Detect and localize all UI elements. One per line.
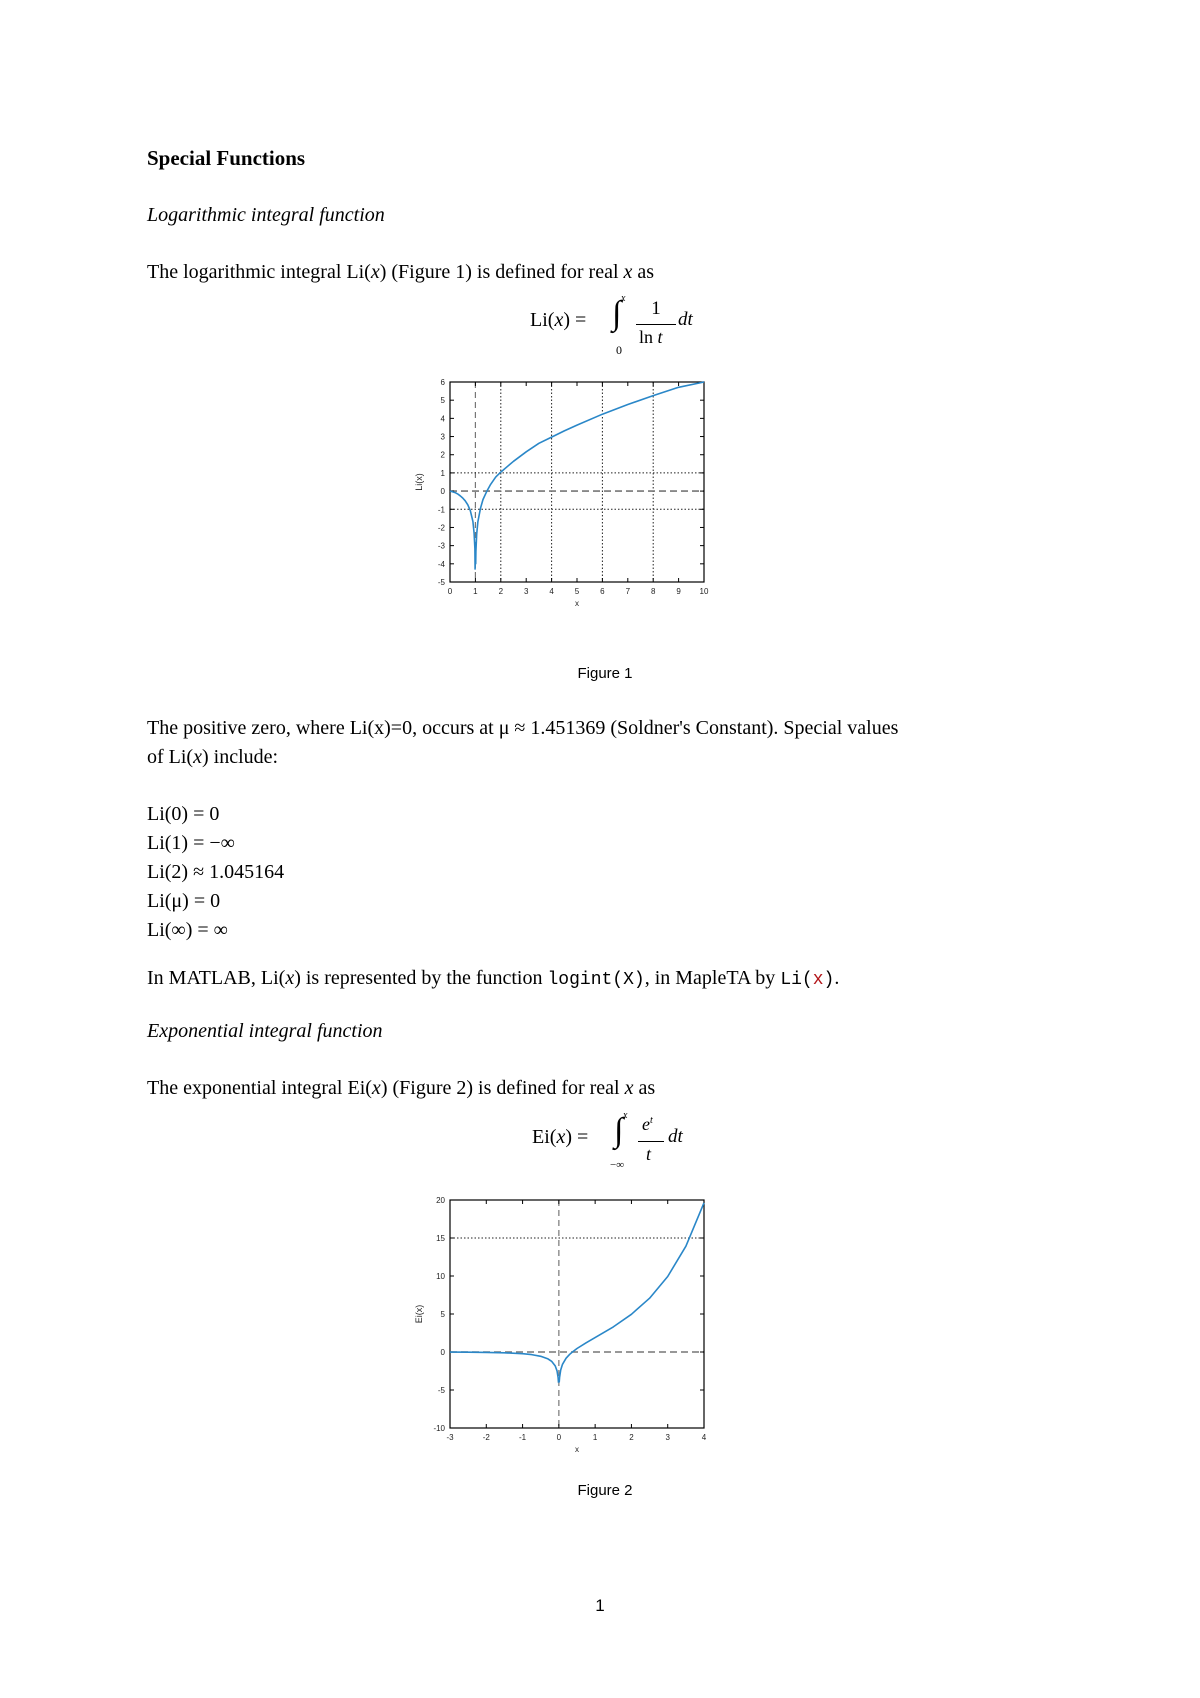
y-tick-label: -5 xyxy=(437,578,445,587)
fraction-denominator xyxy=(639,327,663,348)
text: ) = xyxy=(563,309,587,331)
y-tick-label: 6 xyxy=(440,378,445,387)
plot-frame xyxy=(450,1200,704,1428)
ei-intro-text xyxy=(147,1074,655,1103)
lower-limit: 0 xyxy=(616,343,622,357)
var: x xyxy=(624,1077,634,1099)
x-tick-label: -2 xyxy=(482,1433,490,1442)
var: x xyxy=(370,261,380,283)
code: ) xyxy=(823,970,835,990)
upper-limit: x xyxy=(623,1110,628,1121)
text: The exponential integral Ei( xyxy=(147,1077,372,1099)
text: , in MapleTA by xyxy=(644,967,781,989)
x-tick-label: -3 xyxy=(446,1433,454,1442)
x-tick-label: 7 xyxy=(625,587,631,596)
y-tick-label: 0 xyxy=(440,487,445,497)
y-tick-label: 20 xyxy=(436,1196,445,1205)
text: of Li( xyxy=(147,746,194,768)
x-tick-label: 6 xyxy=(600,587,605,596)
lower-limit: −∞ xyxy=(610,1159,625,1171)
var: t xyxy=(657,327,663,347)
text: The logarithmic integral Li( xyxy=(147,261,371,283)
page-title: Special Functions xyxy=(147,146,306,170)
x-tick-label: 4 xyxy=(701,1433,707,1442)
x-axis-label: x xyxy=(575,599,579,608)
integral-sign: ∫ xyxy=(614,1112,624,1149)
y-tick-label: 0 xyxy=(440,1348,445,1357)
data-series-line xyxy=(450,1352,559,1383)
var: x xyxy=(193,746,202,768)
text: ln xyxy=(639,327,654,347)
x-axis-label: x xyxy=(575,1445,579,1454)
y-tick-label: 3 xyxy=(440,432,445,442)
list-item: Li(μ) = 0 xyxy=(147,890,221,912)
text: e xyxy=(642,1114,650,1134)
y-tick-label: -4 xyxy=(437,559,445,569)
text: ) = xyxy=(565,1126,589,1148)
figure-1-caption: Figure 1 xyxy=(577,665,633,682)
x-tick-label: -1 xyxy=(519,1433,527,1442)
li-zero-text xyxy=(147,714,1077,772)
superscript: t xyxy=(650,1115,653,1126)
x-tick-label: 0 xyxy=(447,587,453,596)
fraction-denominator: t xyxy=(646,1144,652,1164)
y-tick-label: 5 xyxy=(440,396,445,406)
figure-2-caption: Figure 2 xyxy=(577,1482,633,1499)
x-tick-label: 2 xyxy=(629,1433,634,1442)
y-axis-label: Ei(x) xyxy=(414,1304,424,1324)
y-tick-label: 10 xyxy=(436,1272,445,1281)
text: ) (Figure 1) is defined for real xyxy=(379,261,624,283)
var: x xyxy=(556,1126,566,1148)
section-heading-logarithmic: Logarithmic integral function xyxy=(147,204,385,226)
plot-frame xyxy=(450,382,704,582)
x-tick-label: 3 xyxy=(665,1433,670,1442)
y-tick-label: -3 xyxy=(437,541,445,551)
li-equation xyxy=(520,295,700,360)
section-heading-exponential: Exponential integral function xyxy=(147,1020,383,1042)
x-tick-label: 0 xyxy=(556,1433,562,1442)
code-logint: logint(X) xyxy=(547,970,645,990)
y-tick-label: 5 xyxy=(440,1310,445,1319)
fraction-numerator: 1 xyxy=(651,298,661,319)
y-tick-label: -10 xyxy=(433,1424,445,1433)
var: x xyxy=(371,1077,381,1099)
x-tick-label: 1 xyxy=(592,1433,598,1442)
text-line: The positive zero, where Li(x)=0, occurs at μ ≈ 1.451369 (Soldner's Constant). Special values xyxy=(147,717,899,739)
fraction-bar xyxy=(638,1141,664,1142)
x-tick-label: 9 xyxy=(676,587,681,596)
data-series-line xyxy=(450,491,475,569)
list-item: Li(2) ≈ 1.045164 xyxy=(147,861,285,883)
differential: dt xyxy=(668,1126,683,1147)
x-tick-label: 2 xyxy=(498,587,504,596)
y-tick-label: -1 xyxy=(437,505,445,515)
y-axis-label: Li(x) xyxy=(414,473,424,491)
differential: dt xyxy=(678,309,693,330)
text: . xyxy=(834,967,840,989)
x-tick-label: 4 xyxy=(549,587,554,596)
equation-lhs xyxy=(530,309,586,332)
page-number: 1 xyxy=(595,1596,605,1615)
y-tick-label: 1 xyxy=(440,468,445,478)
x-tick-label: 3 xyxy=(523,587,529,596)
y-tick-label: -2 xyxy=(437,523,445,533)
figure-1-chart xyxy=(414,370,790,670)
text: ) include: xyxy=(201,746,279,768)
y-tick-label: 15 xyxy=(436,1234,445,1243)
equation-lhs xyxy=(532,1126,588,1149)
list-item: Li(1) = −∞ xyxy=(147,832,235,854)
data-series-line xyxy=(559,1203,704,1383)
y-tick-label: 4 xyxy=(440,414,445,424)
y-tick-label: 2 xyxy=(440,450,445,460)
fraction-bar xyxy=(636,324,676,325)
integral-sign: ∫ xyxy=(612,295,622,332)
x-tick-label: 8 xyxy=(650,587,656,596)
text: as xyxy=(632,261,655,283)
y-tick-label: -5 xyxy=(437,1386,445,1395)
text: In MATLAB, Li( xyxy=(147,967,286,989)
upper-limit: x xyxy=(621,293,626,304)
x-tick-label: 10 xyxy=(699,587,709,596)
x-tick-label: 5 xyxy=(574,587,580,596)
figure-2-chart xyxy=(414,1188,790,1486)
text: ) (Figure 2) is defined for real xyxy=(380,1077,625,1099)
text-line xyxy=(147,743,1077,772)
code-li xyxy=(780,970,834,990)
x-tick-label: 1 xyxy=(473,587,478,596)
matlab-text xyxy=(147,964,839,995)
li-intro-text xyxy=(147,258,654,287)
text: ) is represented by the function xyxy=(294,967,548,989)
code-arg: x xyxy=(812,970,824,990)
text: as xyxy=(633,1077,656,1099)
var: x xyxy=(285,967,295,989)
ei-equation xyxy=(522,1110,702,1175)
fraction-numerator xyxy=(642,1114,653,1135)
text: Li( xyxy=(530,309,555,331)
list-item: Li(∞) = ∞ xyxy=(147,919,228,941)
var: x xyxy=(623,261,633,283)
var: x xyxy=(554,309,564,331)
list-item: Li(0) = 0 xyxy=(147,803,220,825)
code: Li( xyxy=(780,970,813,990)
text: Ei( xyxy=(532,1126,557,1148)
special-values-list xyxy=(147,800,284,945)
